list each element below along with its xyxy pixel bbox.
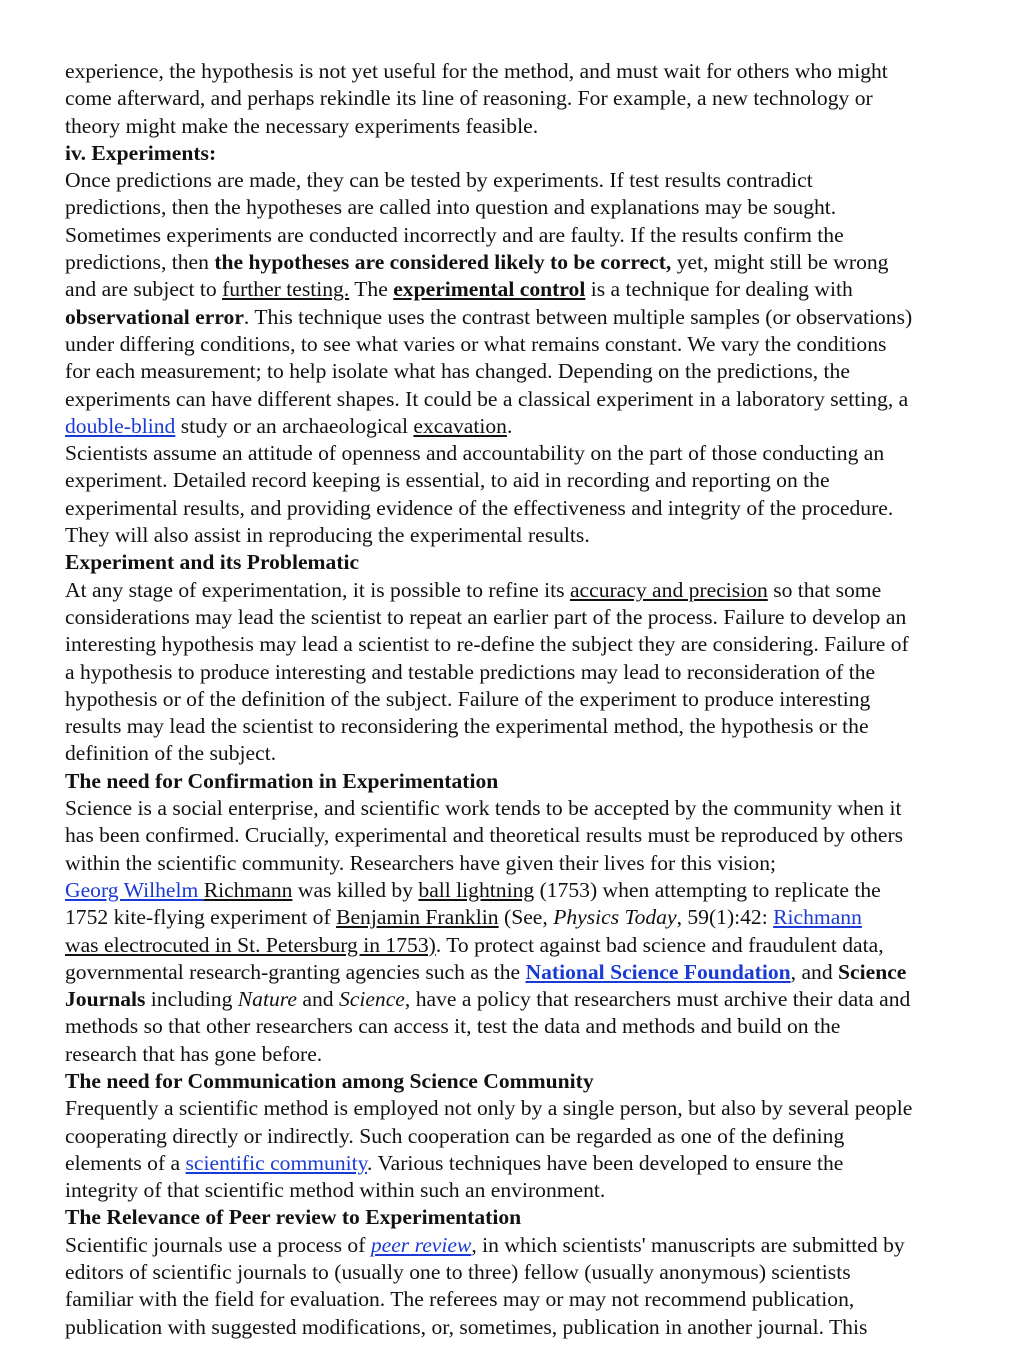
text-line: experiment. Detailed record keeping is essential, to aid in recording and reporting on the bbox=[65, 468, 830, 493]
text-run: study or an archaeological bbox=[175, 413, 414, 438]
bold-observational-error: observational error bbox=[65, 304, 244, 329]
bold-nsf: National Science Foundation bbox=[525, 959, 791, 984]
text-line: definition of the subject. bbox=[65, 741, 277, 766]
text-run: (See, bbox=[498, 905, 554, 930]
text-line: theory might make the necessary experiments feasible. bbox=[65, 113, 539, 138]
italic-peer-review: peer review bbox=[370, 1232, 472, 1257]
text-line: has been confirmed. Crucially, experimental and theoretical results must be reproduced by others bbox=[65, 823, 904, 848]
heading-communication: The need for Communication among Science Community bbox=[65, 1068, 594, 1093]
text-run: , have a policy that researchers must archive their data and bbox=[404, 987, 911, 1012]
text-line: integrity of that scientific method within such an environment. bbox=[65, 1178, 606, 1203]
heading-confirmation: The need for Confirmation in Experimentation bbox=[65, 768, 499, 793]
text-line: under differing conditions, to see what varies or what remains constant. We vary the conditions bbox=[65, 331, 887, 356]
text-line: Science is a social enterprise, and scientific work tends to be accepted by the community when it bbox=[65, 796, 902, 821]
paragraph-problematic bbox=[65, 577, 974, 768]
text-line: predictions, then the hypotheses are called into question and explanations may be sought. bbox=[65, 195, 837, 220]
bold-science: Science bbox=[838, 959, 907, 984]
bold-journals: Journals bbox=[65, 987, 146, 1012]
text-line bbox=[65, 959, 974, 986]
link-benjamin-franklin[interactable]: Benjamin Franklin bbox=[336, 905, 499, 930]
text-line bbox=[65, 1150, 974, 1177]
text-line: Scientists assume an attitude of openness and accountability on the part of those conducting an bbox=[65, 441, 885, 466]
link-further-testing[interactable]: further testing. bbox=[222, 277, 350, 302]
link-double-blind[interactable]: double-blind bbox=[65, 413, 176, 438]
text-run: so that some bbox=[767, 577, 882, 602]
text-line: hypothesis or of the definition of the subject. Failure of the experiment to produce interesting bbox=[65, 686, 871, 711]
italic-nature: Nature bbox=[237, 987, 297, 1012]
paragraph-peer-review bbox=[65, 1232, 974, 1341]
text-line: experience, the hypothesis is not yet useful for the method, and must wait for others who might bbox=[65, 59, 888, 83]
text-line: within the scientific community. Researchers have given their lives for this vision; bbox=[65, 850, 777, 875]
text-line: Once predictions are made, they can be tested by experiments. If test results contradict bbox=[65, 168, 813, 193]
text-run: predictions, then bbox=[65, 250, 215, 275]
text-line: Sometimes experiments are conducted incorrectly and are faulty. If the results confirm the bbox=[65, 222, 844, 247]
text-line bbox=[65, 932, 974, 959]
text-line bbox=[65, 986, 974, 1013]
text-line bbox=[65, 304, 974, 331]
paragraph-hypothesis-continuation bbox=[65, 58, 974, 140]
text-line bbox=[65, 577, 974, 604]
text-line: come afterward, and perhaps rekindle its line of reasoning. For example, a new technology or bbox=[65, 86, 873, 111]
paragraph-communication bbox=[65, 1095, 974, 1204]
text-line: methods so that other researchers can access it, test the data and methods and build on the bbox=[65, 1014, 841, 1039]
text-line: editors of scientific journals to (usually one to three) fellow (usually anonymous) scientists bbox=[65, 1260, 851, 1285]
text-run: and are subject to bbox=[65, 277, 223, 302]
text-run: elements of a bbox=[65, 1150, 186, 1175]
paragraph-confirmation bbox=[65, 795, 974, 1068]
text-line bbox=[65, 276, 974, 303]
link-accuracy-precision[interactable]: accuracy and precision bbox=[569, 577, 768, 602]
text-run: and bbox=[296, 987, 339, 1012]
text-run: 1752 kite-flying experiment of bbox=[65, 905, 337, 930]
heading-problematic: Experiment and its Problematic bbox=[65, 550, 360, 575]
text-run: governmental research-granting agencies such as the bbox=[65, 959, 526, 984]
paragraph-experiments bbox=[65, 167, 974, 440]
text-run: , and bbox=[790, 959, 839, 984]
link-scientific-community[interactable]: scientific community bbox=[185, 1150, 368, 1175]
text-line: publication with suggested modifications, or, sometimes, publication in another journal. This bbox=[65, 1314, 868, 1339]
link-richmann-electrocuted-cont[interactable]: was electrocuted in St. Petersburg in 1753) bbox=[65, 932, 436, 957]
text-line: a hypothesis to produce interesting and testable predictions may lead to reconsideration of the bbox=[65, 659, 876, 684]
link-georg-wilhelm[interactable]: Georg Wilhelm bbox=[65, 877, 204, 902]
text-line bbox=[65, 249, 974, 276]
heading-experiments: iv. Experiments: bbox=[65, 140, 217, 165]
link-peer-review[interactable] bbox=[371, 1233, 472, 1257]
text-line: familiar with the field for evaluation. The referees may or may not recommend publication, bbox=[65, 1287, 855, 1312]
text-line: cooperating directly or indirectly. Such cooperation can be regarded as one of the defining bbox=[65, 1123, 845, 1148]
text-run: . This technique uses the contrast between multiple samples (or observations) bbox=[243, 304, 913, 329]
text-run: . Various techniques have been developed to ensure the bbox=[367, 1150, 844, 1175]
link-national-science-foundation[interactable] bbox=[525, 960, 790, 984]
text-line: Frequently a scientific method is employed not only by a single person, but also by several people bbox=[65, 1096, 913, 1121]
text-run: At any stage of experimentation, it is possible to refine its bbox=[65, 577, 570, 602]
text-run: The bbox=[349, 277, 394, 302]
text-run: , 59(1):42: bbox=[676, 905, 774, 930]
link-ball-lightning[interactable]: ball lightning bbox=[418, 877, 535, 902]
heading-peer-review: The Relevance of Peer review to Experimentation bbox=[65, 1205, 522, 1230]
link-richmann-electrocuted[interactable]: Richmann bbox=[773, 905, 862, 930]
text-run: including bbox=[145, 987, 238, 1012]
text-line bbox=[65, 1232, 974, 1259]
text-line bbox=[65, 904, 974, 931]
link-excavation[interactable]: excavation bbox=[413, 413, 507, 438]
link-experimental-control[interactable] bbox=[393, 277, 585, 301]
text-line: experiments can have different shapes. It could be a classical experiment in a laboratory setting, a bbox=[65, 386, 909, 411]
bold-experimental-control: experimental control bbox=[393, 277, 586, 302]
text-line: experimental results, and providing evidence of the effectiveness and integrity of the procedure. bbox=[65, 495, 894, 520]
text-run: was killed by bbox=[292, 877, 419, 902]
text-run: . bbox=[506, 413, 513, 438]
link-richmann[interactable]: Richmann bbox=[203, 877, 293, 902]
text-line: results may lead the scientist to reconsidering the experimental method, the hypothesis or the bbox=[65, 714, 869, 739]
text-run: is a technique for dealing with bbox=[585, 277, 853, 302]
italic-science: Science bbox=[338, 987, 405, 1012]
text-line bbox=[65, 413, 974, 440]
italic-physics-today: Physics Today bbox=[553, 905, 677, 930]
text-line bbox=[65, 877, 974, 904]
text-line: for each measurement; to help isolate what has changed. Depending on the predictions, the bbox=[65, 359, 850, 384]
text-line: considerations may lead the scientist to repeat an earlier part of the process. Failure to develop an bbox=[65, 604, 907, 629]
text-run: yet, might still be wrong bbox=[671, 250, 889, 275]
text-run: , in which scientists' manuscripts are submitted by bbox=[471, 1232, 905, 1257]
text-line: interesting hypothesis may lead a scientist to re-define the subject they are considering. Failure of bbox=[65, 632, 909, 657]
text-line: research that has gone before. bbox=[65, 1041, 323, 1066]
paragraph-openness bbox=[65, 440, 974, 549]
text-run: (1753) when attempting to replicate the bbox=[534, 877, 881, 902]
text-line: They will also assist in reproducing the experimental results. bbox=[65, 523, 590, 548]
text-run: Scientific journals use a process of bbox=[65, 1232, 371, 1257]
text-run: . To protect against bad science and fraudulent data, bbox=[435, 932, 884, 957]
bold-hypotheses-correct: the hypotheses are considered likely to be correct, bbox=[214, 250, 672, 275]
